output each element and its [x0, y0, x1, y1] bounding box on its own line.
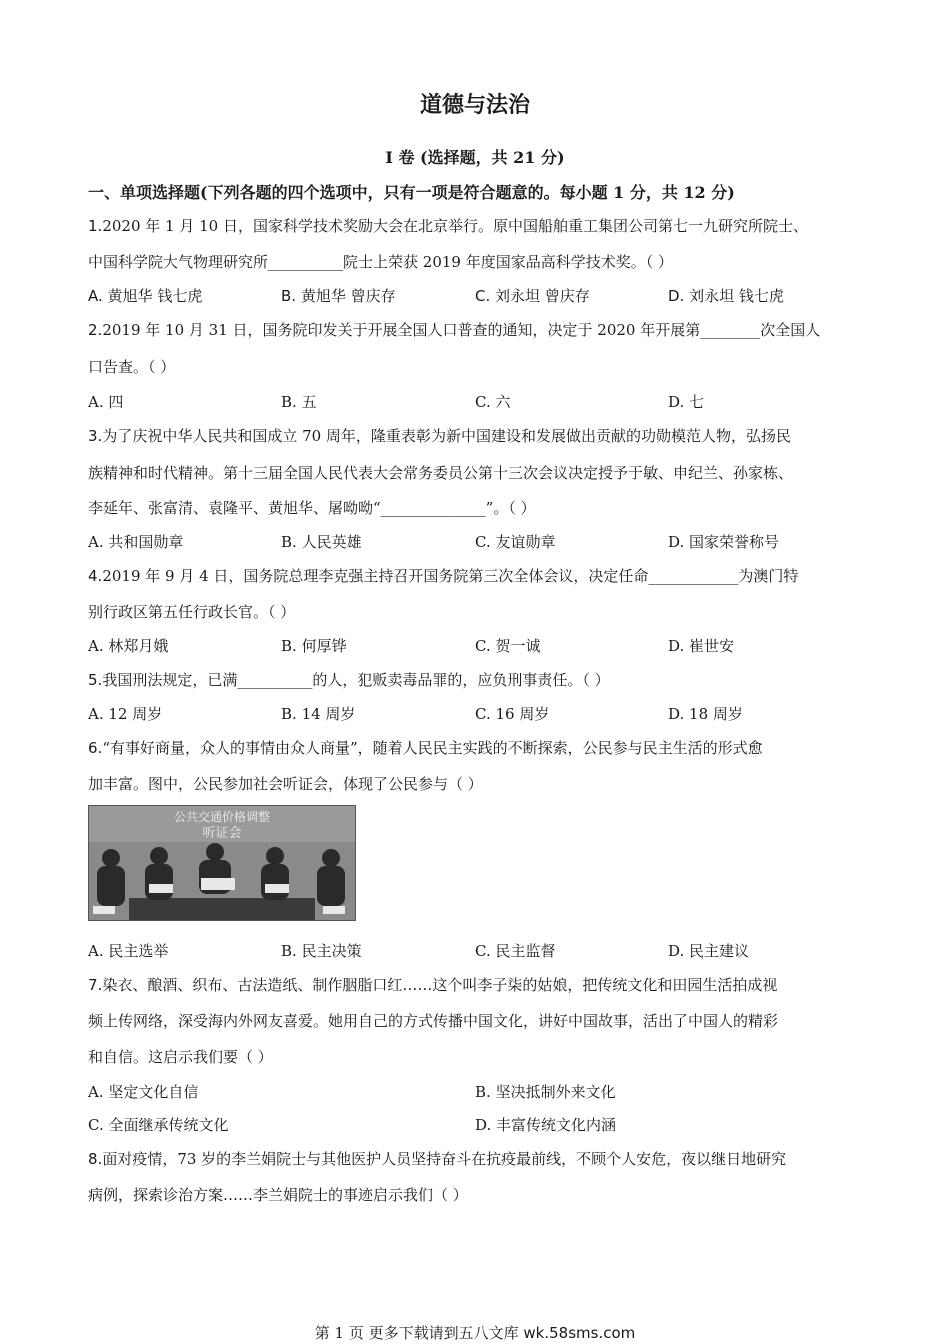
q4-option-b: B. 何厚铧	[281, 637, 347, 655]
q6-option-a: A. 民主选举	[88, 942, 169, 960]
q4-option-d: D. 崔世安	[668, 637, 735, 655]
question-7-line-2: 频上传网络，深受海内外网友喜爱。她用自己的方式传播中国文化，讲好中国故事，活出了中国人的精彩	[88, 1012, 779, 1030]
q1-option-d: D. 刘永坦 钱七虎	[668, 287, 784, 305]
question-4-line-1: 4.2019 年 9 月 4 日，国务院总理李克强主持召开国务院第三次全体会议，决定任命____________为澳门特	[88, 567, 799, 585]
question-7-line-1: 7.染衣、酿酒、织布、古法造纸、制作胭脂口红……这个叫李子柒的姑娘，把传统文化和田园生活拍成视	[88, 976, 778, 994]
q4-option-c: C. 贺一诚	[475, 637, 541, 655]
question-6-line-1: 6.“有事好商量，众人的事情由众人商量”，随着人民民主实践的不断探索，公民参与民主生活的形式愈	[88, 739, 763, 757]
figure-banner-line-2: 听证会	[202, 826, 242, 841]
question-4-line-2: 别行政区第五任行政长官。（ ）	[88, 603, 296, 621]
q7-option-b: B. 坚决抵制外来文化	[475, 1083, 616, 1101]
q2-option-c: C. 六	[475, 393, 511, 411]
question-5-line-1: 5.我国刑法规定，已满__________的人，犯贩卖毒品罪的，应负刑事责任。（ ）	[88, 671, 610, 689]
download-note: 更多下载请到五八文库 wk.58sms.com	[368, 1324, 636, 1342]
q6-option-d: D. 民主建议	[668, 942, 750, 960]
q5-option-c: C. 16 周岁	[475, 705, 550, 723]
q3-option-b: B. 人民英雄	[281, 533, 362, 551]
page-title: 道德与法治	[419, 92, 530, 118]
q2-option-b: B. 五	[281, 393, 317, 411]
q2-option-a: A. 四	[88, 393, 124, 411]
q1-option-a: A. 黄旭华 钱七虎	[88, 287, 203, 305]
question-1-line-1: 1.2020 年 1 月 10 日，国家科学技术奖励大会在北京举行。原中国船舶重工集团公司第七一九研究所院士、	[88, 217, 808, 235]
volume-subtitle: Ⅰ 卷 (选择题，共 21 分)	[385, 148, 565, 167]
q4-option-a: A. 林郑月娥	[88, 637, 169, 655]
question-2-line-1: 2.2019 年 10 月 31 日，国务院印发关于开展全国人口普查的通知，决定于 2020 年开展第________次全国人	[88, 321, 821, 339]
hearing-illustration	[89, 806, 355, 920]
q6-option-c: C. 民主监督	[475, 942, 556, 960]
q3-option-a: A. 共和国勋章	[88, 533, 184, 551]
q5-option-b: B. 14 周岁	[281, 705, 356, 723]
figure-banner-line-1: 公共交通价格调整	[173, 810, 271, 824]
q7-option-a: A. 坚定文化自信	[88, 1083, 199, 1101]
section-heading: 一、单项选择题(下列各题的四个选项中，只有一项是符合题意的。每小题 1 分，共 12 分)	[88, 183, 735, 202]
question-7-line-3: 和自信。这启示我们要（ ）	[88, 1048, 273, 1066]
q7-option-c: C. 全面继承传统文化	[88, 1116, 229, 1134]
question-3-line-2: 族精神和时代精神。第十三届全国人民代表大会常务委员公第十三次会议决定授予于敏、申纪兰、孙家栋、	[88, 464, 794, 482]
question-3-line-3: 李延年、张富清、袁隆平、黄旭华、屠呦呦“______________”。（ ）	[88, 499, 536, 517]
page-number: 第 1 页	[314, 1324, 364, 1342]
q1-option-c: C. 刘永坦 曾庆存	[475, 287, 590, 305]
q3-option-c: C. 友谊勋章	[475, 533, 556, 551]
question-2-line-2: 口告查。（ ）	[88, 358, 176, 376]
question-8-line-1: 8.面对疫情，73 岁的李兰娟院士与其他医护人员坚持奋斗在抗疫最前线，不顾个人安危，夜以继日地研究	[88, 1150, 787, 1168]
q7-option-d: D. 丰富传统文化内涵	[475, 1116, 617, 1134]
q2-option-d: D. 七	[668, 393, 705, 411]
question-3-line-1: 3.为了庆祝中华人民共和国成立 70 周年，隆重表彰为新中国建设和发展做出贡献的功勋模范人物，弘扬民	[88, 427, 791, 445]
q1-option-b: B. 黄旭华 曾庆存	[281, 287, 396, 305]
hearing-photo	[88, 805, 356, 921]
q6-option-b: B. 民主决策	[281, 942, 362, 960]
q5-option-d: D. 18 周岁	[668, 705, 743, 723]
question-6-line-2: 加丰富。图中，公民参加社会听证会，体现了公民参与（ ）	[88, 775, 483, 793]
q3-option-d: D. 国家荣誉称号	[668, 533, 780, 551]
q5-option-a: A. 12 周岁	[88, 705, 163, 723]
page-footer	[0, 1322, 950, 1343]
question-8-line-2: 病例，探索诊治方案……李兰娟院士的事迹启示我们（ ）	[88, 1186, 468, 1204]
question-1-line-2: 中国科学院大气物理研究所__________院士上荣获 2019 年度国家品高科学技术奖。（ ）	[88, 253, 673, 271]
